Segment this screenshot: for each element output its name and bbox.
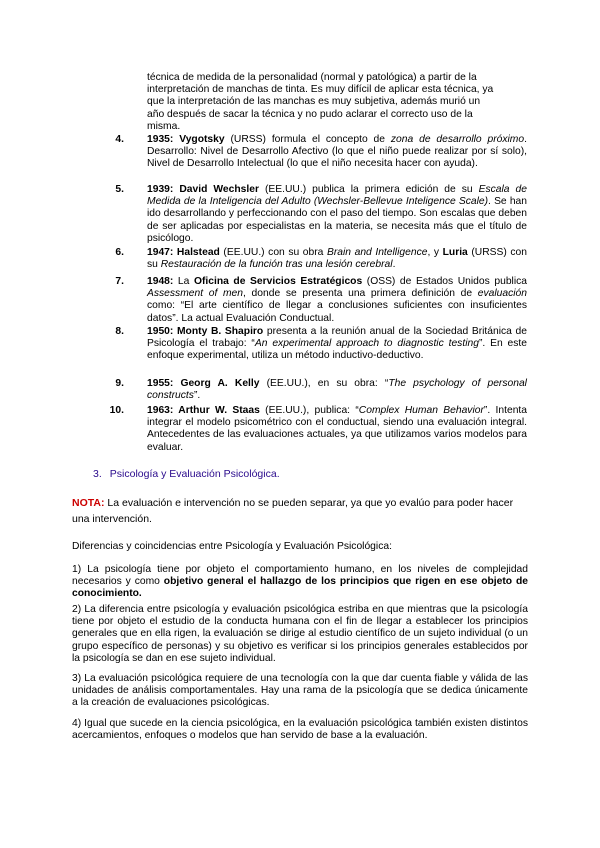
item-text: (EE.UU.), publica: “ [259, 405, 359, 416]
item-bold: 1948: [147, 276, 174, 287]
point-paragraph: 3) La evaluación psicológica requiere de una tecnología con la que dar cuenta fiable y válida de las unidades de análisis comportamentales. Hay una rama de la psicología que se dedica únicamente a la creación de evaluaciones psicológicas. [72, 673, 528, 709]
item-bold: 1950: Monty B. Shapiro [147, 326, 264, 337]
nota-label: NOTA: [72, 497, 105, 509]
item-text: (EE.UU.) con su obra [219, 247, 327, 258]
item-text: . [392, 259, 396, 271]
point-text: 1) La psicología tiene por objeto el comportamiento humano, en los niveles de complejidad necesarios y como [72, 564, 528, 588]
item-text: presenta a la reunión anual de la Sociedad Británica de Psicología el trabajo: “ [147, 326, 528, 350]
item-bold: 1939: David Wechsler [147, 184, 259, 195]
intro-line: misma. [147, 120, 181, 132]
list-item-number: 4. [115, 134, 124, 145]
intro-line: técnica de medida de la personalidad (normal y patológica) a partir de la [147, 72, 477, 83]
item-text: (URSS) formula el concepto de [224, 134, 391, 145]
item-text: . Desarrollo: Nivel de Desarrollo Afectivo (lo que el niño puede realizar por sí solo), Nivel de Desarrollo Intelectual (lo que el niño necesita hacer con ayuda). [147, 134, 527, 170]
section-heading [93, 468, 280, 480]
item-italic: zona de desarrollo próximo [390, 134, 525, 145]
item-italic: Assessment of men [147, 288, 244, 300]
item-text: (OSS) de Estados Unidos publica [362, 276, 527, 287]
item-text: , donde se presenta una primera definición de [243, 288, 478, 300]
differences-intro: Diferencias y coincidencias entre Psicología y Evaluación Psicológica: [72, 541, 392, 552]
list-item [147, 134, 527, 171]
item-bold: 1935: Vygotsky [147, 134, 225, 145]
item-bold: Oficina de Servicios Estratégicos [193, 276, 363, 287]
list-item [147, 405, 527, 454]
list-item-number: 8. [115, 326, 124, 337]
list-item [147, 326, 527, 363]
item-text: ”. [193, 390, 201, 402]
item-bold: Luria [442, 247, 468, 258]
point-bold: objetivo general el hallazgo de los principios que rigen en ese objeto de conocimiento. [72, 576, 528, 600]
item-text: (EE.UU.), en su obra: “ [259, 378, 389, 389]
item-text: ”. Intenta integrar el modelo psicométrico con el conductual, siendo una evaluación integral. Antecedentes de las evaluaciones actuales, ya que utilizamos varios modelos para evaluar. [147, 405, 528, 453]
item-bold: 1955: Georg A. Kelly [147, 378, 260, 389]
list-item-number: 6. [115, 247, 124, 258]
list-item-number: 9. [115, 378, 124, 389]
point-paragraph: 2) La diferencia entre psicología y evaluación psicológica estriba en que mientras que la psicología tiene por objeto el estudio de la conducta humana con el fin de llegar a establecer los principios generales que en ella rigen, la evaluación se dirige al estudio científico de un sujeto individual (o un grupo específico de personas) y su objetivo es verificar si los principios generales establecidos por la psicología se dan en ese sujeto individual. [72, 604, 528, 664]
item-italic: Restauración de la función tras una lesión cerebral [160, 259, 393, 271]
intro-line: año después de sacar la técnica y no pudo aclarar el correcto uso de la [147, 108, 473, 120]
list-item-number: 7. [115, 276, 124, 287]
item-text: como: “El arte científico de llegar a conclusiones suficientes con insuficientes datos”. La actual Evaluación Conductual. [147, 300, 527, 324]
item-italic: Escala de Medida de la Inteligencia del Adulto (Wechsler-Bellevue Inteligence Scale) [147, 184, 527, 208]
nota-text: La evaluación e intervención no se pueden separar, ya que yo evalúo para poder hacer una intervención. [72, 497, 514, 525]
item-italic: Complex Human Behavior [358, 405, 484, 416]
list-item [147, 184, 527, 245]
point-paragraph [72, 564, 528, 601]
item-italic: The psychology of personal constructs [147, 378, 527, 402]
item-bold: 1963: Arthur W. Staas [147, 405, 260, 416]
intro-paragraph [147, 72, 527, 133]
item-text: La [173, 276, 194, 287]
item-italic: Brain and Intelligence [326, 247, 428, 258]
item-text: . Se han ido desarrollando y perfeccionando con el paso del tiempo. Son escalas que deben de ser aplicadas por especialistas en la materia, se necesita más que el título de psicólogo. [147, 196, 527, 244]
item-text: (URSS) con su [147, 247, 528, 271]
intro-line: que la interpretación de las manchas es muy subjetiva, además murió un [147, 96, 481, 108]
item-italic: An experimental approach to diagnostic testing [254, 338, 479, 350]
item-bold: 1947: Halstead [147, 247, 220, 258]
section-number: 3. [93, 468, 102, 480]
item-text: (EE.UU.) publica la primera edición de su [258, 184, 479, 195]
item-italic: evaluación [477, 288, 527, 300]
item-text: ”. En este enfoque experimental, utiliza un método inductivo-deductivo. [147, 338, 527, 362]
intro-line: interpretación de manchas de tinta. Es muy difícil de aplicar esta técnica, ya [147, 84, 494, 96]
section-title: Psicología y Evaluación Psicológica. [109, 468, 280, 480]
list-item [147, 378, 527, 402]
nota-paragraph [72, 495, 528, 527]
list-item [147, 247, 527, 271]
point-paragraph: 4) Igual que sucede en la ciencia psicológica, en la evaluación psicológica también existen distintos acercamientos, enfoques o modelos que han servido de base a la evaluación. [72, 718, 528, 742]
list-item-number: 5. [115, 184, 124, 195]
list-item-number: 10. [109, 405, 124, 416]
list-item [147, 276, 527, 325]
item-text: , y [427, 247, 443, 258]
